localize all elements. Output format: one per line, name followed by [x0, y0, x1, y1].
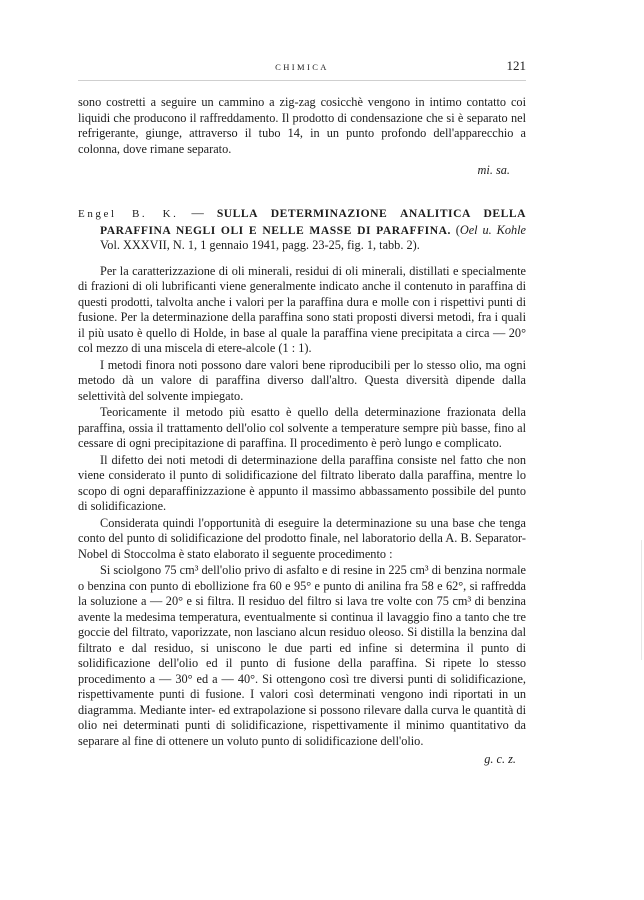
- book-page: [78, 58, 526, 767]
- journal-name: Oel u. Kohle: [459, 222, 526, 237]
- body-paragraph: I metodi finora noti possono dare valori bene riproducibili per lo stesso olio, ma ogni metodo dà un valore di paraffina diverso dall'altro. Questa diversità dipende dalla selettività del solvente impiegato.: [78, 357, 526, 403]
- body-paragraph: Considerata quindi l'opportunità di eseguire la determinazione su una base che tenga conto del punto di solidificazione del prodotto finale, nel laboratorio della A. B. Separator-Nobel di Stoccolma è stato elaborato il seguente procedimento :: [78, 515, 526, 561]
- body-paragraph: Il difetto dei noti metodi di determinazione della paraffina consiste nel fatto che non viene considerato il punto di solidificazione del filtrato liberato dalla paraffina, mentre lo scopo di ogni deparaffinizzazione è appunto il massimo abbassamento possibile del punto di solidificazione.: [78, 452, 526, 513]
- body-paragraph: Per la caratterizzazione di oli minerali, residui di oli minerali, distillati e specialmente di frazioni di oli lubrificanti viene generalmente indicato anche il contenuto in paraffina di questi prodotti, talvolta anche i valori per la paraffina dura e molle con i rispettivi punti di fusione. Per la determinazione della paraffina sono stati proposti diversi metodi, fra i quali il più usato è quello di Holde, in base al quale la paraffina viene precipitata a circa — 20° col mezzo di una miscela di etere-alcole (1 : 1).: [78, 263, 526, 355]
- article-title: SULLA DETERMINAZIONE ANALITICA DELLA PARAFFINA NEGLI OLI E NELLE MASSE DI PARAFFINA.: [100, 207, 526, 237]
- continued-paragraph: sono costretti a seguire un cammino a zig-zag cosicchè vengono in intimo contatto coi liquidi che producono il raffreddamento. Il prodotto di condensazione che si è separato nel refrigerante, giunge, attraverso il tubo 14, in un punto profondo dell'apparecchio a colonna, dove rimane separato.: [78, 95, 526, 156]
- article-heading: [78, 206, 526, 254]
- article-author: Engel B. K.: [78, 208, 179, 220]
- body-paragraph: Si sciolgono 75 cm³ dell'olio privo di asfalto e di resine in 225 cm³ di benzina normale o benzina con punto di ebollizione fra 60 e 95° e punto di anilina fra 58 e 62°, si raffredda la soluzione a — 20° e si filtra. Il residuo del filtro si lava tre volte con 75 cm³ di benzina avente la medesima temperatura, eventualmente si continua il lavaggio fino a tanto che tre goccie del filtrato, vaporizzate, non lasciano alcun residuo oleoso. Si distilla la benzina dal filtrato e dal residuo, si uniscono le due parti ed infine si determina il punto di solidificazione dell'olio ed il punto di fusione della paraffina. Si ripete lo stesso procedimento a — 30° ed a — 40°. Si ottengono così tre diversi punti di solidificazione, rispettivamente punti di fusione. I valori così determinati vengono indi riportati in un diagramma. Mediante inter- ed extrapolazione si possono rilevare dalla curva le quantità di olio nei determinati punti di solidificazione, rispettivamente il minimo quantitativo da separare al fine di ottenere un voluto punto di solidificazione dell'olio.: [78, 563, 526, 748]
- citation-details: Vol. XXXVII, N. 1, 1 gennaio 1941, pagg. 23-25, fig. 1, tabb. 2).: [100, 238, 420, 252]
- article-initials: g. c. z.: [484, 752, 516, 766]
- body-paragraph: Teoricamente il metodo più esatto è quello della determinazione frazionata della paraffina, ossia il trattamento dell'olio col solvente a temperature sempre più basse, fino al cessare di ogni precipitazione di paraffina. Il procedimento è però lungo e complicato.: [78, 405, 526, 450]
- author-initials: mi. sa.: [477, 163, 510, 177]
- running-title: CHIMICA: [275, 62, 329, 72]
- heading-dash: —: [178, 206, 217, 220]
- citation-open: (: [450, 222, 460, 237]
- running-header: [78, 58, 526, 81]
- scan-edge-shadow: [641, 540, 642, 660]
- page-number: 121: [506, 58, 526, 73]
